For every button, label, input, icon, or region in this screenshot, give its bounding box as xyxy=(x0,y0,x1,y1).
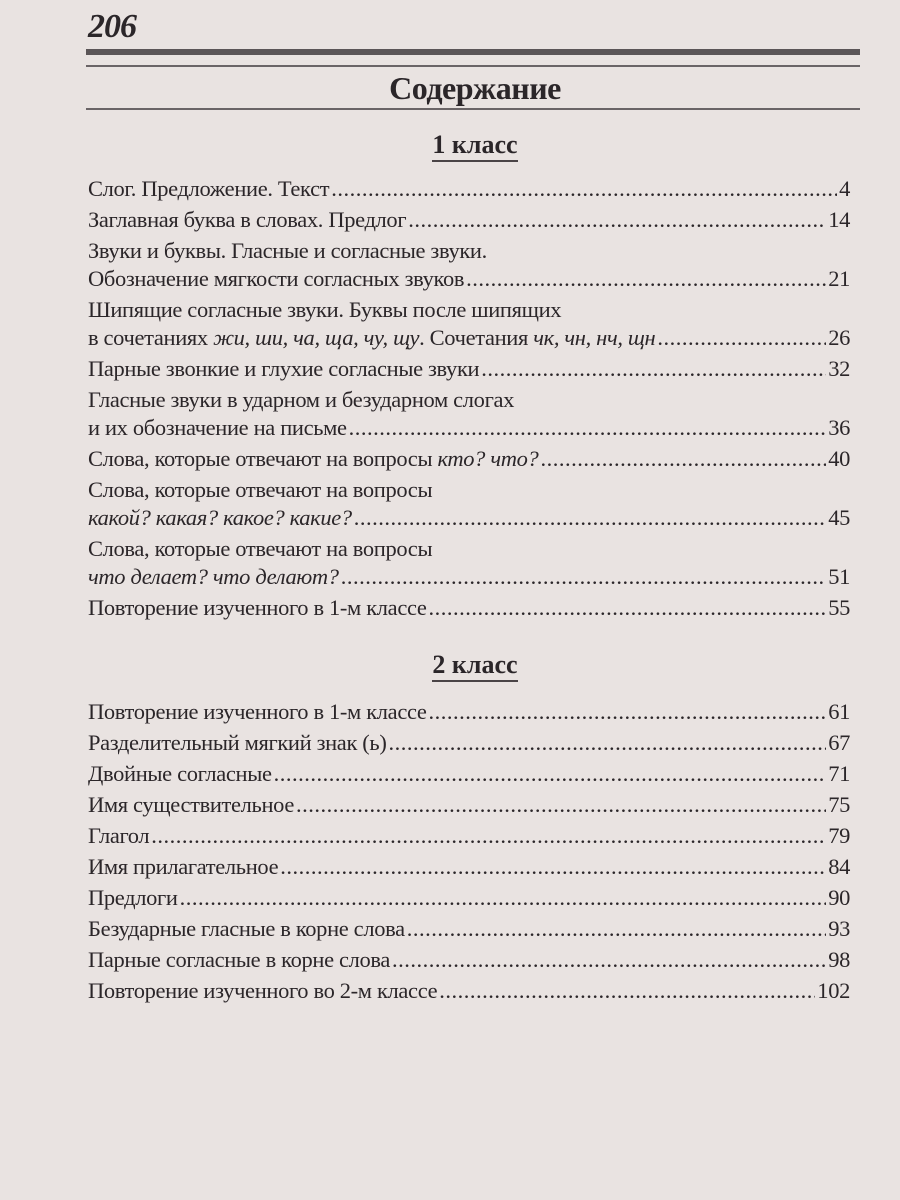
toc-entry-line xyxy=(88,946,850,974)
toc-entry-title xyxy=(88,822,149,850)
toc-entry-title xyxy=(88,237,487,265)
toc-entry[interactable] xyxy=(88,946,850,974)
text: Имя прилагательное xyxy=(88,854,279,879)
toc-entry-line xyxy=(88,760,850,788)
toc-entry-line xyxy=(88,445,850,473)
dot-leader xyxy=(406,206,826,234)
text: и их обозначение на письме xyxy=(88,415,347,440)
toc-entry[interactable] xyxy=(88,386,850,442)
dot-leader xyxy=(427,594,827,622)
toc-entry[interactable] xyxy=(88,977,850,1005)
toc-entry-title xyxy=(88,915,405,943)
text: Повторение изученного в 1-м классе xyxy=(88,595,427,620)
toc-entry[interactable] xyxy=(88,296,850,352)
text: Двойные согласные xyxy=(88,761,272,786)
header-rule xyxy=(86,49,860,55)
dot-leader xyxy=(347,414,827,442)
toc-entry-title xyxy=(88,206,406,234)
section-heading-text: 2 класс xyxy=(432,650,517,682)
toc-page-number: 71 xyxy=(828,761,850,786)
text: Глагол xyxy=(88,823,150,848)
toc-entry[interactable] xyxy=(88,915,850,943)
header-rule-thin xyxy=(86,65,860,67)
toc-entry-line xyxy=(88,324,850,352)
text: в сочетаниях xyxy=(88,325,214,350)
toc-entry-title xyxy=(88,445,538,473)
italic-text: что делает? что делают? xyxy=(88,564,339,589)
text: Имя существительное xyxy=(88,792,294,817)
dot-leader xyxy=(329,175,837,203)
toc-entry-title xyxy=(88,265,464,293)
toc-entry[interactable] xyxy=(88,355,850,383)
toc-entry-title xyxy=(88,324,655,352)
toc-entry-line xyxy=(88,355,850,383)
text: Слова, которые отвечают на вопросы xyxy=(88,446,438,471)
toc-entry-line xyxy=(88,791,850,819)
toc-entry-line xyxy=(88,853,850,881)
toc-page-number: 67 xyxy=(828,730,850,755)
toc-page-number: 90 xyxy=(828,885,850,910)
toc-entry[interactable] xyxy=(88,698,850,726)
dot-leader xyxy=(538,445,826,473)
toc-entry-line xyxy=(88,237,850,265)
toc-entry-line xyxy=(88,504,850,532)
dot-leader xyxy=(294,791,826,819)
toc-entry-title xyxy=(88,535,432,563)
toc-entry[interactable] xyxy=(88,594,850,622)
toc-entry-line xyxy=(88,698,850,726)
text: Повторение изученного во 2-м классе xyxy=(88,978,438,1003)
toc-entry[interactable] xyxy=(88,206,850,234)
toc-entry-line xyxy=(88,476,850,504)
dot-leader xyxy=(437,977,815,1005)
toc-page-number: 36 xyxy=(828,415,850,440)
text: Разделительный мягкий знак (ь) xyxy=(88,730,387,755)
toc-entry-line xyxy=(88,206,850,234)
toc-entry-title xyxy=(88,946,390,974)
dot-leader xyxy=(352,504,826,532)
page-title: Содержание xyxy=(389,70,561,106)
toc-page-number: 75 xyxy=(828,792,850,817)
italic-text: жи, ши, ча, ща, чу, щу xyxy=(213,325,420,350)
toc-page-number: 4 xyxy=(839,176,850,201)
toc-entry-line xyxy=(88,296,850,324)
text: Слова, которые отвечают на вопросы xyxy=(88,536,433,561)
toc-page-number: 55 xyxy=(828,595,850,620)
toc-entry[interactable] xyxy=(88,729,850,757)
toc-page-number: 84 xyxy=(828,854,850,879)
toc-entry-line xyxy=(88,265,850,293)
text: . Сочетания xyxy=(419,325,534,350)
text: Обозначение мягкости согласных звуков xyxy=(88,266,465,291)
text: Звуки и буквы. Гласные и согласные звуки. xyxy=(88,238,487,263)
toc-entry-line xyxy=(88,386,850,414)
toc-entry-title xyxy=(88,175,329,203)
dot-leader xyxy=(427,698,827,726)
toc-entry-title xyxy=(88,386,514,414)
toc-entry-title xyxy=(88,884,178,912)
toc-entry-line xyxy=(88,915,850,943)
toc-entry[interactable] xyxy=(88,476,850,532)
toc-entry-title xyxy=(88,563,339,591)
toc-entry-line xyxy=(88,729,850,757)
text: Предлоги xyxy=(88,885,178,910)
section-heading-text: 1 класс xyxy=(432,130,517,162)
toc-entry-title xyxy=(88,504,352,532)
toc-section-1 xyxy=(88,175,850,625)
dot-leader xyxy=(464,265,826,293)
toc-section-2 xyxy=(88,698,850,1008)
dot-leader xyxy=(272,760,827,788)
toc-entry-line xyxy=(88,535,850,563)
toc-entry-line xyxy=(88,977,850,1005)
dot-leader xyxy=(178,884,827,912)
toc-entry-line xyxy=(88,594,850,622)
text: Парные согласные в корне слова xyxy=(88,947,391,972)
toc-page-number: 40 xyxy=(828,446,850,471)
toc-entry-title xyxy=(88,760,272,788)
toc-entry-title xyxy=(88,594,427,622)
italic-text: чк, чн, нч, щн xyxy=(533,325,656,350)
toc-entry[interactable] xyxy=(88,853,850,881)
toc-page-number: 79 xyxy=(828,823,850,848)
toc-entry-line xyxy=(88,175,850,203)
dot-leader xyxy=(390,946,826,974)
toc-page-number: 102 xyxy=(817,978,850,1003)
toc-entry-title xyxy=(88,729,387,757)
dot-leader xyxy=(278,853,826,881)
dot-leader xyxy=(387,729,827,757)
text: Гласные звуки в ударном и безударном слогах xyxy=(88,387,514,412)
dot-leader xyxy=(655,324,826,352)
italic-text: кто? что? xyxy=(437,446,539,471)
toc-entry[interactable] xyxy=(88,822,850,850)
toc-entry-line xyxy=(88,563,850,591)
toc-entry-title xyxy=(88,853,278,881)
toc-entry-line xyxy=(88,822,850,850)
toc-entry-title xyxy=(88,414,347,442)
toc-page-number: 21 xyxy=(828,266,850,291)
toc-page-number: 51 xyxy=(828,564,850,589)
toc-entry-title xyxy=(88,355,479,383)
dot-leader xyxy=(339,563,827,591)
toc-entry[interactable] xyxy=(88,445,850,473)
toc-entry[interactable] xyxy=(88,237,850,293)
dot-leader xyxy=(149,822,826,850)
text: Шипящие согласные звуки. Буквы после шипящих xyxy=(88,297,562,322)
toc-entry-title xyxy=(88,791,294,819)
toc-entry[interactable] xyxy=(88,791,850,819)
toc-entry-line xyxy=(88,884,850,912)
text: Слог. Предложение. Текст xyxy=(88,176,330,201)
page-number: 206 xyxy=(88,8,136,45)
toc-entry-title xyxy=(88,698,427,726)
text: Безударные гласные в корне слова xyxy=(88,916,405,941)
toc-page-number: 26 xyxy=(828,325,850,350)
toc-page-number: 61 xyxy=(828,699,850,724)
text: Парные звонкие и глухие согласные звуки xyxy=(88,356,480,381)
title-rule xyxy=(86,108,860,110)
toc-page-number: 32 xyxy=(828,356,850,381)
toc-entry[interactable] xyxy=(88,884,850,912)
toc-entry[interactable] xyxy=(88,175,850,203)
toc-page-number: 98 xyxy=(828,947,850,972)
toc-entry-title xyxy=(88,476,432,504)
toc-page-number: 14 xyxy=(828,207,850,232)
section-heading-2 xyxy=(0,650,900,680)
section-heading-1 xyxy=(0,130,900,160)
text: Повторение изученного в 1-м классе xyxy=(88,699,427,724)
italic-text: какой? какая? какое? какие? xyxy=(88,505,352,530)
text: Слова, которые отвечают на вопросы xyxy=(88,477,433,502)
dot-leader xyxy=(405,915,826,943)
text: Заглавная буква в словах. Предлог xyxy=(88,207,407,232)
toc-entry-title xyxy=(88,296,561,324)
toc-page-number: 93 xyxy=(828,916,850,941)
toc-entry[interactable] xyxy=(88,535,850,591)
toc-page-number: 45 xyxy=(828,505,850,530)
toc-entry-title xyxy=(88,977,437,1005)
toc-entry-line xyxy=(88,414,850,442)
toc-entry[interactable] xyxy=(88,760,850,788)
dot-leader xyxy=(479,355,826,383)
